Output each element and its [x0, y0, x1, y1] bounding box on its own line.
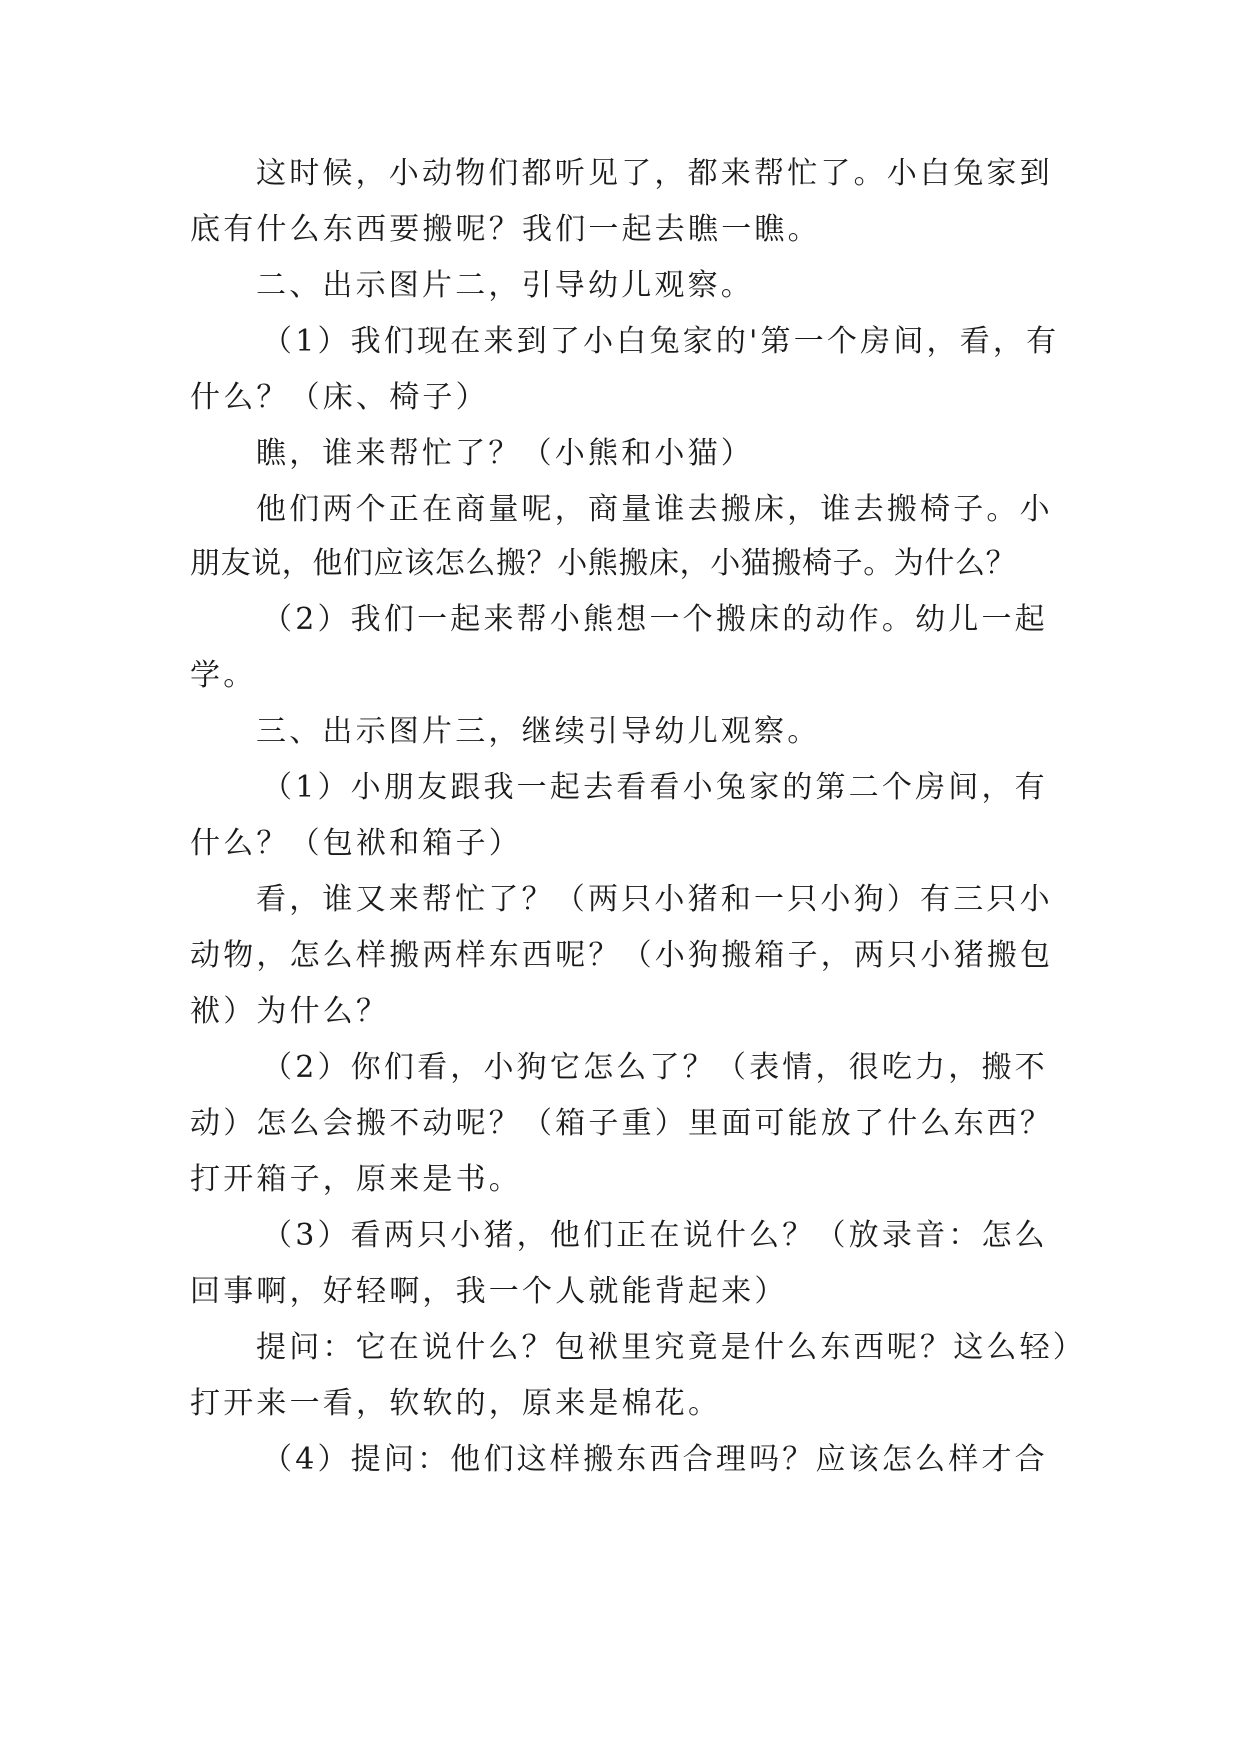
paragraph-line: 什么？（床、椅子） — [190, 380, 489, 415]
paragraph-line: 瞧，谁来帮忙了？（小熊和小猫） — [256, 436, 754, 471]
paragraph-line: 看，谁又来帮忙了？（两只小猪和一只小狗）有三只小 — [256, 882, 1053, 917]
paragraph-line: 打开来一看，软软的，原来是棉花。 — [190, 1386, 722, 1421]
paragraph-line: （2）我们一起来帮小熊想一个搬床的动作。幼儿一起 — [262, 602, 1048, 637]
paragraph-line: 朋友说，他们应该怎么搬？小熊搬床，小猫搬椅子。为什么？ — [190, 546, 1017, 581]
paragraph-line: 学。 — [190, 658, 257, 693]
paragraph-line: 动物，怎么样搬两样东西呢？（小狗搬箱子，两只小猪搬包 — [190, 938, 1054, 973]
paragraph-line: 这时候，小动物们都听见了，都来帮忙了。小白兔家到 — [256, 156, 1053, 191]
paragraph-line: 打开箱子，原来是书。 — [190, 1162, 522, 1197]
section-heading: 三、出示图片三，继续引导幼儿观察。 — [256, 714, 821, 749]
paragraph-line: （1）小朋友跟我一起去看看小兔家的第二个房间，有 — [262, 770, 1048, 805]
section-heading: 二、出示图片二，引导幼儿观察。 — [256, 268, 754, 303]
paragraph-line: （3）看两只小猪，他们正在说什么？（放录音：怎么 — [262, 1218, 1048, 1253]
paragraph-line: 什么？（包袱和箱子） — [190, 826, 522, 861]
paragraph-line: 提问：它在说什么？包袱里究竟是什么东西呢？这么轻） — [256, 1330, 1086, 1365]
paragraph-line: 他们两个正在商量呢，商量谁去搬床，谁去搬椅子。小 — [256, 492, 1053, 527]
paragraph-line: 底有什么东西要搬呢？我们一起去瞧一瞧。 — [190, 212, 821, 247]
paragraph-line: （2）你们看，小狗它怎么了？（表情，很吃力，搬不 — [262, 1050, 1048, 1085]
paragraph-line: 动）怎么会搬不动呢？（箱子重）里面可能放了什么东西？ — [190, 1106, 1054, 1141]
paragraph-line: （4）提问：他们这样搬东西合理吗？应该怎么样才合 — [262, 1442, 1048, 1477]
paragraph-line: 回事啊，好轻啊，我一个人就能背起来） — [190, 1274, 788, 1309]
paragraph-line: 袱）为什么？ — [190, 994, 390, 1029]
paragraph-line: （1）我们现在来到了小白兔家的'第一个房间，看，有 — [262, 324, 1060, 359]
